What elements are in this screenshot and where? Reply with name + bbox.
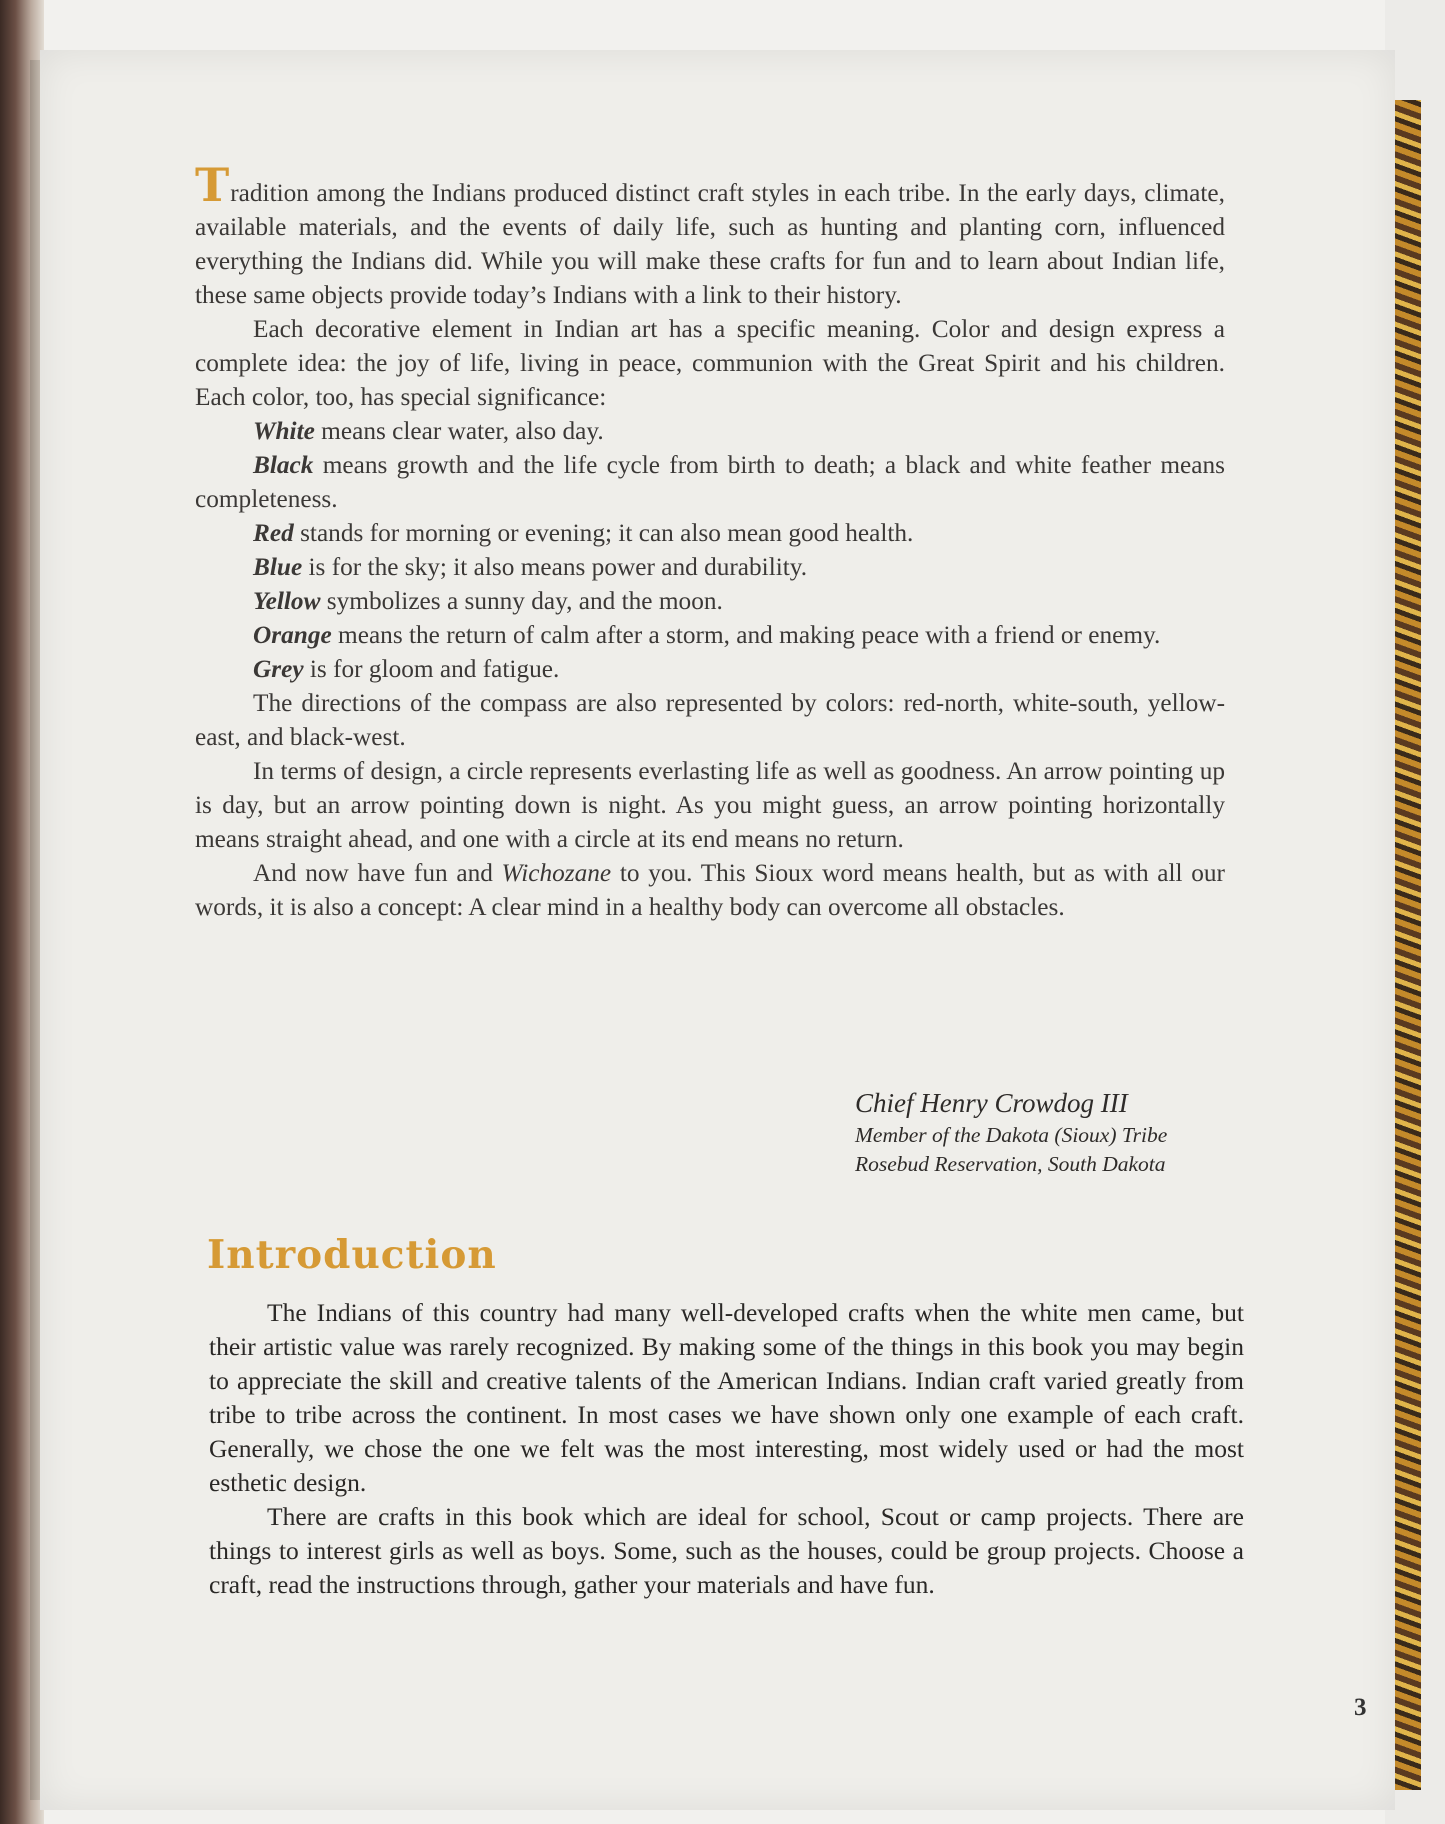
compass-directions-paragraph: The directions of the compass are also represented by colors: red-north, white-south, yellow-east, and black-west. — [195, 689, 1225, 751]
drop-cap: T — [195, 158, 230, 212]
right-cover-binding — [1392, 100, 1421, 1790]
color-meaning-black: Black means growth and the life cycle from birth to death; a black and white feather means completeness. — [195, 451, 1225, 513]
color-meaning-yellow: Yellow symbolizes a sunny day, and the moon. — [253, 587, 723, 615]
closing-paragraph: And now have fun and Wichozane to you. This Sioux word means health, but as with all our words, it is also a concept: A clear mind in a healthy body can overcome all obstacles. — [195, 859, 1225, 921]
introduction-heading: Introduction — [207, 1232, 497, 1278]
signature-block — [855, 1085, 1235, 1179]
foreword-paragraph-2: Each decorative element in Indian art has a specific meaning. Color and design express a complete idea: the joy of life, living in peace, communion with the Great Spirit and his children. Each color, too, has special significance: — [195, 315, 1225, 411]
color-meaning-red: Red stands for morning or evening; it can also mean good health. — [253, 519, 914, 547]
foreword-text — [195, 158, 1225, 924]
signature-name: Chief Henry Crowdog III — [855, 1088, 1128, 1118]
introduction-text — [209, 1296, 1244, 1602]
signature-location: Rosebud Reservation, South Dakota — [855, 1152, 1166, 1176]
introduction-paragraph-2: There are crafts in this book which are ideal for school, Scout or camp projects. There are things to interest girls as well as boys. Some, such as the houses, could be group projects. Choose a craft, read the instructions through, gather your materials and have fun. — [209, 1502, 1244, 1599]
introduction-paragraph-1: The Indians of this country had many well-developed crafts when the white men came, but their artistic value was rarely recognized. By making some of the things in this book you may begin to appreciate the skill and creative talents of the American Indians. Indian craft varied greatly from tribe to tribe across the continent. In most cases we have shown only one example of each craft. Generally, we chose the one we felt was the most interesting, most widely used or had the most esthetic design. — [209, 1298, 1244, 1497]
wichozane-word: Wichozane — [501, 859, 612, 887]
signature-tribe: Member of the Dakota (Sioux) Tribe — [855, 1123, 1168, 1147]
design-symbols-paragraph: In terms of design, a circle represents everlasting life as well as goodness. An arrow pointing up is day, but an arrow pointing down is night. As you might guess, an arrow pointing horizontally means straight ahead, and one with a circle at its end means no return. — [195, 757, 1225, 853]
color-meaning-blue: Blue is for the sky; it also means power and durability. — [253, 553, 808, 581]
color-meaning-white: White means clear water, also day. — [253, 417, 604, 445]
color-meaning-orange: Orange means the return of calm after a storm, and making peace with a friend or enemy. — [253, 621, 1161, 649]
color-meaning-grey: Grey is for gloom and fatigue. — [253, 655, 560, 683]
page-number: 3 — [1354, 1694, 1367, 1721]
foreword-paragraph-1: Tradition among the Indians produced distinct craft styles in each tribe. In the early days, climate, available materials, and the events of daily life, such as hunting and planting corn, influenced everything the Indians did. While you will make these crafts for fun and to learn about Indian life, these same objects provide today’s Indians with a link to their history. — [195, 158, 1225, 309]
